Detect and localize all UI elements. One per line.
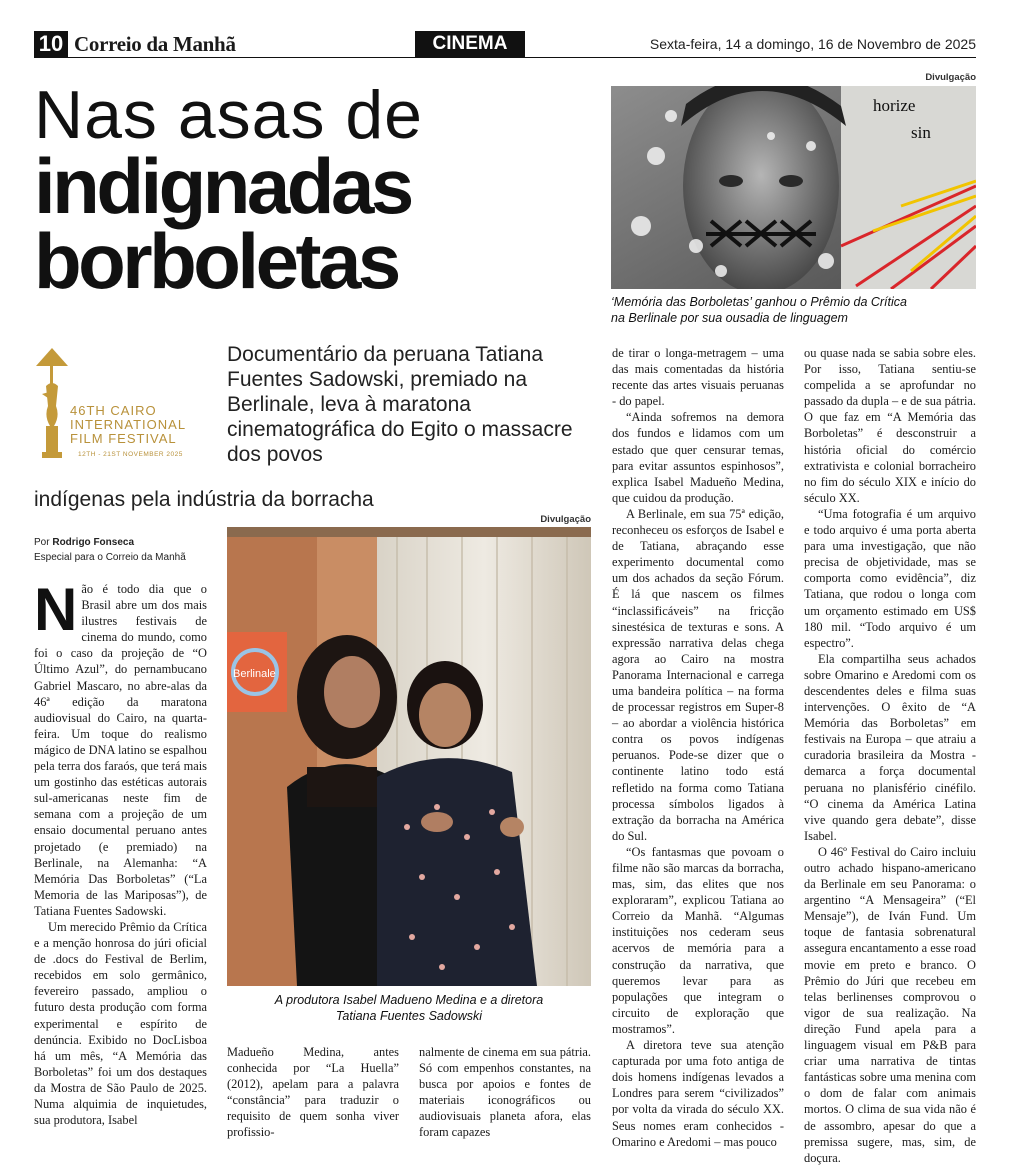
article-deck-last-line: indígenas pela indústria da borracha <box>34 488 374 511</box>
paragraph: ou quase nada se sabia sobre eles. Por isso, Tatiana sentiu-se compelida a se aprofundar no passado da dupla – e de sua pátria. O que faz em “A Memória das Borboletas” é desconstruir a história oficial do comércio extrativista e colonial borracheiro no fim do século XIX e início do século XX. <box>804 346 976 505</box>
festival-logo-line-3: FILM FESTIVAL <box>70 431 177 446</box>
byline-prefix: Por <box>34 537 53 548</box>
festival-logo-line-2: INTERNATIONAL <box>70 417 187 432</box>
paragraph: O 46º Festival do Cairo incluiu outro achado hispano-americano da Berlinale em seu Panorama: o argentino “A Mensageira” (“El Mensaje”), de Iván Fund. Um toque de fantasia sobrenatural assegura encantamento a esse road movie em preto e branco. O Prêmio do Júri que recebeu em telas berlinenses comprovou o vigor de sua realização. Na direção Fund apela para a linguagem visual em P&B para criar uma narrativa de tintas fantásticas sobre uma menina com o dom de falar com animais mortos. O clima de sua vida não é de assombro, apesar do que a premissa sugere, mas, sim, de doçura. <box>804 844 977 1165</box>
paragraph: de tirar o longa-metragem – uma das mais comentadas da história recente das artes visuais peruanas - do papel. <box>612 346 784 409</box>
paragraph: “Uma fotografia é um arquivo e todo arquivo é uma porta aberta para uma investigação, que não precisa de objetividade, mas se comporta como evidência”, diz Tatiana, que rodou o longa com um orçamento estimado em US$ 180 mil. “Todo arquivo é um espectro”. <box>804 506 976 650</box>
issue-date: Sexta-feira, 14 a domingo, 16 de Novembro de 2025 <box>649 36 976 52</box>
paragraph: A Berlinale, em sua 75ª edição, reconheceu os esforços de Isabel e de Tatiana, abraçando esse experimento documental como um dos achados da seção Fórum. É lá que nascem os filmes “inclassificáveis” na fricção sinestésica de texturas e sons. A expressão narrativa delas chega agora ao Cairo na mostra Panorama Internacional e carrega uma bandeira política – na forma de processar registros em Super-8 – ao abordar a violência histórica contra os povos indígenas peruanos. Pode-se dizer que o continente latino todo está refletido na forma como Tatiana processa símbolos ligados à extração da borracha na América do Sul. <box>612 506 784 843</box>
paragraph: “Os fantasmas que povoam o filme não são marcas da borracha, mas, sim, das elites que nos exploraram”, explicou Tatiana ao Correio da Manhã. “Algumas instituições nos cederam seus acervos de memória para a construção da narrativa, que queremos levar para as populações que integram o circuito de exploração que mostramos”. <box>612 844 784 1036</box>
headline-line-3: borboletas <box>34 217 398 305</box>
byline-author: Rodrigo Fonseca <box>52 537 135 548</box>
paragraph: Madueño Medina, antes conhecida por “La Huella” (2012), apelam para a palavra “constância” para traduzir o requisito de quem sonha viver profissio- <box>227 1045 399 1140</box>
headline-line-1: Nas asas de <box>34 77 423 153</box>
newspaper-name: Correio da Manhã <box>74 32 236 56</box>
drop-cap: N <box>34 576 78 643</box>
article-column-5 <box>804 345 976 1166</box>
article-column-2 <box>227 1044 399 1141</box>
caption-line: Tatiana Fuentes Sadowski <box>335 1009 483 1023</box>
paragraph: Um merecido Prêmio da Crítica e a menção honrosa do júri oficial de .docs do Festival de Berlim, recebidos em solo germânico, fevereiro passado, ampliou o futuro desta produção com forma experimental e espírito de denúncia. Exibido no DocLisboa há um mês, “A Memória das Borboletas” foi um dos destaques da Mostra de São Paulo de 2025. Numa alquimia de inquietudes, sua produtora, Isabel <box>34 919 207 1128</box>
caption-line: ‘Memória das Borboletas’ ganhou o Prêmio da Crítica <box>611 295 907 309</box>
wall-text-1: horize <box>873 96 916 115</box>
article-deck: Documentário da peruana Tatiana Fuentes Sadowski, premiado na Berlinale, leva à maratona cinematográfica do Egito o massacre dos povos <box>227 343 573 466</box>
festival-trophy-icon <box>32 346 72 464</box>
wall-text-2: sin <box>911 123 931 142</box>
byline-role: Especial para o Correio da Manhã <box>34 552 186 563</box>
page-number: 10 <box>34 31 68 57</box>
photo-caption-main <box>227 992 591 1024</box>
photo-credit-main: Divulgação <box>540 514 591 525</box>
festival-logo-line-1: 46TH CAIRO <box>70 403 157 418</box>
header-rule <box>34 57 976 58</box>
film-still-photo <box>611 86 976 289</box>
article-column-4 <box>612 345 784 1150</box>
festival-logo-dates: 12TH - 21ST NOVEMBER 2025 <box>78 451 183 458</box>
photo-caption-top <box>611 294 976 326</box>
section-label: CINEMA <box>415 31 525 57</box>
film-still-image <box>611 86 976 289</box>
byline <box>34 535 186 565</box>
paragraph: ão é todo dia que o Brasil abre um dos mais ilustres festivais de cinema do mundo, como foi o caso da projeção de “O Último Azul”, do pernambucano Gabriel Mascaro, no abre-alas da 46ª edição da maratona audiovisual do Cairo, na quarta-feira. Um toque do realismo mágico de DNA latino se espalhou pela terra dos faraós, que terá mais um gostinho das estéticas autorais sul-americanas neste fim de semana com a projeção de um ensaio documental peruano antes projetado (e premiado) na Berlinale, na Alemanha: “A Memória Das Borboletas” (“La Memoria de las Mariposas”), de Tatiana Fuentes Sadowski. <box>34 582 207 918</box>
main-photo <box>227 527 591 986</box>
paragraph: nalmente de cinema em sua pátria. Só com empenhos constantes, na busca por apoios e fontes de materiais iconográficos ou audiovisuais planeta afora, elas foram capazes <box>419 1045 591 1140</box>
producer-director-photo <box>227 527 591 986</box>
poster-text: Berlinale <box>233 668 276 680</box>
headline-line-2: indignadas <box>34 142 411 230</box>
paragraph: A diretora teve sua atenção capturada por uma foto antiga de dois homens indígenas levados a Londres para serem “civilizados” por volta da virada do século XX. Seus nomes eram conhecidos - Omarino e Aredomi – mas pouco <box>612 1038 784 1149</box>
paragraph: Ela compartilha seus achados sobre Omarino e Aredomi com os descendentes deles e filma suas intervenções. O êxito de “A Memória das Borboletas” em festivais na Europa – que atraiu a curadoria brasileira da Mostra - demarca a força documental peruana no planisfério cinéfilo. “O cinema da América Latina vive quando gera debate”, disse Isabel. <box>804 651 976 843</box>
article-column-1 <box>34 576 207 1128</box>
paragraph: “Ainda sofremos na demora dos fundos e lidamos com um estado que quer censurar temas, para evitar assuntos espinhosos”, explica Isabel Madueño Medina, que cuidou da produção. <box>612 410 784 505</box>
caption-line: na Berlinale por sua ousadia de linguagem <box>611 311 848 325</box>
article-column-3 <box>419 1044 591 1141</box>
caption-line: A produtora Isabel Madueno Medina e a diretora <box>274 993 544 1007</box>
photo-credit-top: Divulgação <box>925 72 976 83</box>
